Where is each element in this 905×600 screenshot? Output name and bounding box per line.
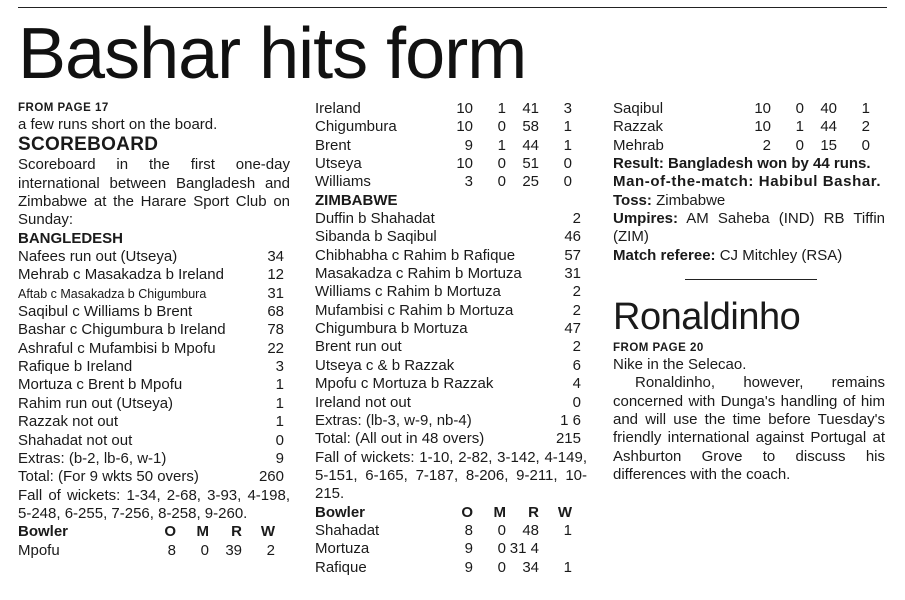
batsman-dismissal: Total: (All out in 48 overs) xyxy=(315,430,485,448)
overs: 10 xyxy=(456,155,473,173)
runs-scored: 1 xyxy=(275,413,284,431)
bowling-row xyxy=(613,137,885,155)
batting-row xyxy=(315,320,587,338)
wickets: 0 xyxy=(563,173,572,191)
maidens-header: M xyxy=(493,503,506,521)
overs: 10 xyxy=(456,118,473,136)
batsman-dismissal: Bashar c Chigumbura b Ireland xyxy=(18,321,226,339)
referee-line xyxy=(613,247,885,265)
batsman-dismissal: Rafique b Ireland xyxy=(18,358,133,376)
overs: 8 xyxy=(167,541,176,559)
zimbabwe-bowling-part2 xyxy=(315,100,587,192)
bowling-row xyxy=(315,100,587,118)
batting-row xyxy=(18,376,290,394)
batting-row xyxy=(18,248,290,266)
overs: 10 xyxy=(754,118,771,136)
maidens: 0 xyxy=(200,541,209,559)
bowler-name: Chigumbura xyxy=(315,118,397,136)
bowler-header: Bowler xyxy=(315,503,366,521)
runs-scored: 34 xyxy=(267,248,284,266)
batting-row xyxy=(18,468,290,486)
runs-conceded: 48 xyxy=(522,521,539,539)
fall-of-wickets-bangladesh: Fall of wickets: 1-34, 2-68, 3-93, 4-198, 5-248, 6-255, 7-256, 8-258, 9-260. xyxy=(18,486,290,522)
overs: 9 xyxy=(464,136,473,154)
maidens: 1 xyxy=(497,136,506,154)
batsman-dismissal: Ireland not out xyxy=(315,393,411,411)
batting-row xyxy=(315,338,587,356)
batsman-dismissal: Aftab c Masakadza b Chigumbura xyxy=(18,286,207,301)
umpires-line xyxy=(613,210,885,247)
batsman-dismissal: Chigumbura b Mortuza xyxy=(315,320,468,338)
headline: Bashar hits form xyxy=(18,14,527,94)
umpires-label: Umpires: xyxy=(613,210,679,228)
column-1 xyxy=(18,100,290,560)
bowling-row xyxy=(315,559,587,577)
zimbabwe-batting xyxy=(315,210,587,448)
bangladesh-bowling-part2 xyxy=(613,100,885,155)
runs-scored: 57 xyxy=(564,246,581,264)
batting-row xyxy=(18,432,290,450)
overs: 2 xyxy=(762,136,771,154)
batting-row xyxy=(18,395,290,413)
batsman-dismissal: Extras: (lb-3, w-9, nb-4) xyxy=(315,411,472,429)
batsman-dismissal: Chibhabha c Rahim b Rafique xyxy=(315,246,516,264)
maidens: 0 xyxy=(497,521,506,539)
batting-row xyxy=(18,450,290,468)
batsman-dismissal: Nafees run out (Utseya) xyxy=(18,248,178,266)
maidens: 0 xyxy=(795,136,804,154)
batsman-dismissal: Total: (For 9 wkts 50 overs) xyxy=(18,468,199,486)
runs-conceded: 40 xyxy=(820,100,837,117)
batting-row xyxy=(315,302,587,320)
from-page-kicker-2: FROM PAGE 20 xyxy=(613,342,704,355)
column-2 xyxy=(315,100,587,577)
runs-scored: 0 xyxy=(572,393,581,411)
wickets: 0 xyxy=(861,136,870,154)
batting-row xyxy=(18,340,290,358)
runs-conceded: 41 xyxy=(522,100,539,117)
bowler-name: Mortuza xyxy=(315,540,370,558)
bowling-row xyxy=(613,100,885,118)
batting-row xyxy=(18,413,290,431)
runs-scored: 2 xyxy=(572,283,581,301)
batting-row xyxy=(18,266,290,284)
runs-scored: 3 xyxy=(275,358,284,376)
batsman-dismissal: Mortuza c Brent b Mpofu xyxy=(18,376,183,394)
bowler-name: Brent xyxy=(315,136,351,154)
runs-scored: 68 xyxy=(267,303,284,321)
wickets: 1 xyxy=(861,100,870,117)
batting-row xyxy=(315,412,587,430)
wickets xyxy=(539,540,572,558)
batting-row xyxy=(315,247,587,265)
batsman-dismissal: Masakadza c Rahim b Mortuza xyxy=(315,265,522,283)
batting-row xyxy=(18,358,290,376)
maidens-header: M xyxy=(196,523,209,541)
runs-conceded: 34 xyxy=(522,558,539,576)
runs-scored: 9 xyxy=(275,449,284,467)
bowler-name: Mehrab xyxy=(613,136,664,154)
batsman-dismissal: Sibanda b Saqibul xyxy=(315,228,437,246)
batsman-dismissal: Shahadat not out xyxy=(18,431,133,449)
bowling-row xyxy=(613,118,885,136)
batting-row xyxy=(315,283,587,301)
from-page-kicker: FROM PAGE 17 xyxy=(18,102,109,114)
batting-row xyxy=(315,357,587,375)
wickets: 1 xyxy=(563,118,572,136)
overs: 9 xyxy=(464,558,473,576)
bowler-name: Ireland xyxy=(315,100,361,117)
batsman-dismissal: Duffin b Shahadat xyxy=(315,210,435,228)
batting-row xyxy=(315,394,587,412)
toss-line xyxy=(613,192,885,210)
runs-scored: 12 xyxy=(267,266,284,284)
runs-scored: 4 xyxy=(572,375,581,393)
overs: 3 xyxy=(464,173,473,191)
batting-row xyxy=(18,321,290,339)
bowler-name: Utseya xyxy=(315,155,362,173)
maidens: 0 xyxy=(795,100,804,117)
batsman-dismissal: Brent run out xyxy=(315,338,402,356)
bowling-header xyxy=(315,504,587,522)
bowler-name: Saqibul xyxy=(613,100,664,117)
batsman-dismissal: Saqibul c Williams b Brent xyxy=(18,303,193,321)
wickets: 1 xyxy=(563,136,572,154)
referee-value: CJ Mitchley (RSA) xyxy=(715,246,843,264)
bowling-row xyxy=(315,173,587,191)
bowling-header xyxy=(18,523,290,541)
runs-scored: 31 xyxy=(267,284,284,302)
man-of-the-match: Man-of-the-match: Habibul Bashar. xyxy=(613,173,882,191)
column-3 xyxy=(613,100,885,485)
runs-scored: 1 xyxy=(275,394,284,412)
bangladesh-bowling-part1 xyxy=(315,522,587,577)
batsman-dismissal: Rahim run out (Utseya) xyxy=(18,394,174,412)
wickets: 0 xyxy=(563,155,572,173)
overs: 10 xyxy=(754,100,771,117)
maidens: 0 xyxy=(497,540,506,558)
batting-row xyxy=(315,430,587,448)
bowler-name: Mpofu xyxy=(18,541,60,559)
bowler-header: Bowler xyxy=(18,523,69,541)
batting-row xyxy=(315,210,587,228)
runs-scored: 1 xyxy=(275,376,284,394)
runs-scored: 2 xyxy=(572,210,581,228)
batsman-dismissal: Mpofu c Mortuza b Razzak xyxy=(315,375,494,393)
runs-conceded: 31 4 xyxy=(509,540,539,558)
wickets: 1 xyxy=(563,558,572,576)
article-paragraph-1: Nike in the Selecao. xyxy=(613,356,747,374)
scoreboard-intro: Scoreboard in the first one-day international between Bangladesh and Zimbabwe at the Harare Sport Club on Sunday: xyxy=(18,156,290,229)
bowler-name: Williams xyxy=(315,173,371,191)
runs-conceded: 44 xyxy=(522,136,539,154)
runs-conceded: 39 xyxy=(225,541,242,559)
batsman-dismissal: Razzak not out xyxy=(18,413,119,431)
maidens: 0 xyxy=(497,558,506,576)
batsman-dismissal: Ashraful c Mufambisi b Mpofu xyxy=(18,339,216,357)
zimbabwe-bowling-part1 xyxy=(18,542,290,560)
match-result: Result: Bangladesh won by 44 runs. xyxy=(613,155,871,173)
batting-row xyxy=(315,228,587,246)
runs-header: R xyxy=(231,523,242,541)
wickets: 2 xyxy=(861,118,870,136)
batsman-dismissal: Extras: (b-2, lb-6, w-1) xyxy=(18,449,167,467)
bowler-name: Shahadat xyxy=(315,521,380,539)
fall-of-wickets-zimbabwe: Fall of wickets: 1-10, 2-82, 3-142, 4-149, 5-151, 6-165, 7-187, 8-206, 9-211, 10-215. xyxy=(315,448,587,503)
runs-scored: 0 xyxy=(275,431,284,449)
wickets-header: W xyxy=(260,523,275,541)
batting-row xyxy=(18,303,290,321)
referee-label: Match referee: xyxy=(613,246,716,264)
runs-scored: 22 xyxy=(267,339,284,357)
runs-conceded: 25 xyxy=(522,173,539,191)
runs-conceded: 44 xyxy=(820,118,837,136)
runs-scored: 46 xyxy=(564,228,581,246)
umpires-value: AM Saheba (IND) RB Tiffin (ZIM) xyxy=(613,210,885,246)
maidens: 0 xyxy=(497,118,506,136)
maidens: 0 xyxy=(497,155,506,173)
bowling-row xyxy=(315,522,587,540)
bowling-row xyxy=(18,542,290,560)
batsman-dismissal: Mufambisi c Rahim b Mortuza xyxy=(315,301,514,319)
top-rule xyxy=(18,7,887,8)
bowling-row xyxy=(315,155,587,173)
wickets: 3 xyxy=(563,100,572,117)
wickets: 2 xyxy=(266,541,275,559)
team-heading-bangladesh: BANGLEDESH xyxy=(18,229,124,247)
overs: 9 xyxy=(464,540,473,558)
bowling-row xyxy=(315,540,587,558)
runs-scored: 2 xyxy=(572,338,581,356)
runs-scored: 215 xyxy=(555,430,581,448)
lead-text: a few runs short on the board. xyxy=(18,116,218,133)
runs-scored: 78 xyxy=(267,321,284,339)
section-divider xyxy=(685,279,817,280)
article-paragraph-2: Ronaldinho, however, remains concerned with Dunga's handling of him and will use the time before Tuesday's friendly international against Portugal at Ashburton Grove to discuss his differences with the coach. xyxy=(613,374,885,484)
bowler-name: Razzak xyxy=(613,118,664,136)
runs-conceded: 15 xyxy=(820,136,837,154)
runs-scored: 47 xyxy=(564,320,581,338)
overs: 8 xyxy=(464,521,473,539)
batting-row xyxy=(18,285,290,303)
bowler-name: Rafique xyxy=(315,558,367,576)
runs-scored: 31 xyxy=(564,265,581,283)
batsman-dismissal: Mehrab c Masakadza b Ireland xyxy=(18,266,224,284)
maidens: 1 xyxy=(497,100,506,117)
wickets: 1 xyxy=(563,521,572,539)
batsman-dismissal: Williams c Rahim b Mortuza xyxy=(315,283,501,301)
ronaldinho-headline: Ronaldinho xyxy=(613,296,801,339)
bowling-row xyxy=(315,137,587,155)
maidens: 0 xyxy=(497,173,506,191)
overs: 10 xyxy=(456,100,473,117)
bowling-row xyxy=(315,118,587,136)
batting-row xyxy=(315,375,587,393)
batting-row xyxy=(315,265,587,283)
overs-header: O xyxy=(164,523,176,541)
runs-scored: 2 xyxy=(572,301,581,319)
batsman-dismissal: Utseya c & b Razzak xyxy=(315,356,455,374)
scoreboard-heading: SCOREBOARD xyxy=(18,134,159,156)
team-heading-zimbabwe: ZIMBABWE xyxy=(315,191,398,209)
toss-label: Toss: xyxy=(613,191,652,209)
toss-value: Zimbabwe xyxy=(651,191,726,209)
runs-conceded: 58 xyxy=(522,118,539,136)
runs-scored: 6 xyxy=(572,356,581,374)
runs-conceded: 51 xyxy=(522,155,539,173)
wickets-header: W xyxy=(557,503,572,521)
maidens: 1 xyxy=(795,118,804,136)
runs-scored: 260 xyxy=(258,468,284,486)
runs-header: R xyxy=(528,503,539,521)
bangladesh-batting xyxy=(18,248,290,486)
overs-header: O xyxy=(461,503,473,521)
runs-scored: 1 6 xyxy=(560,411,581,429)
